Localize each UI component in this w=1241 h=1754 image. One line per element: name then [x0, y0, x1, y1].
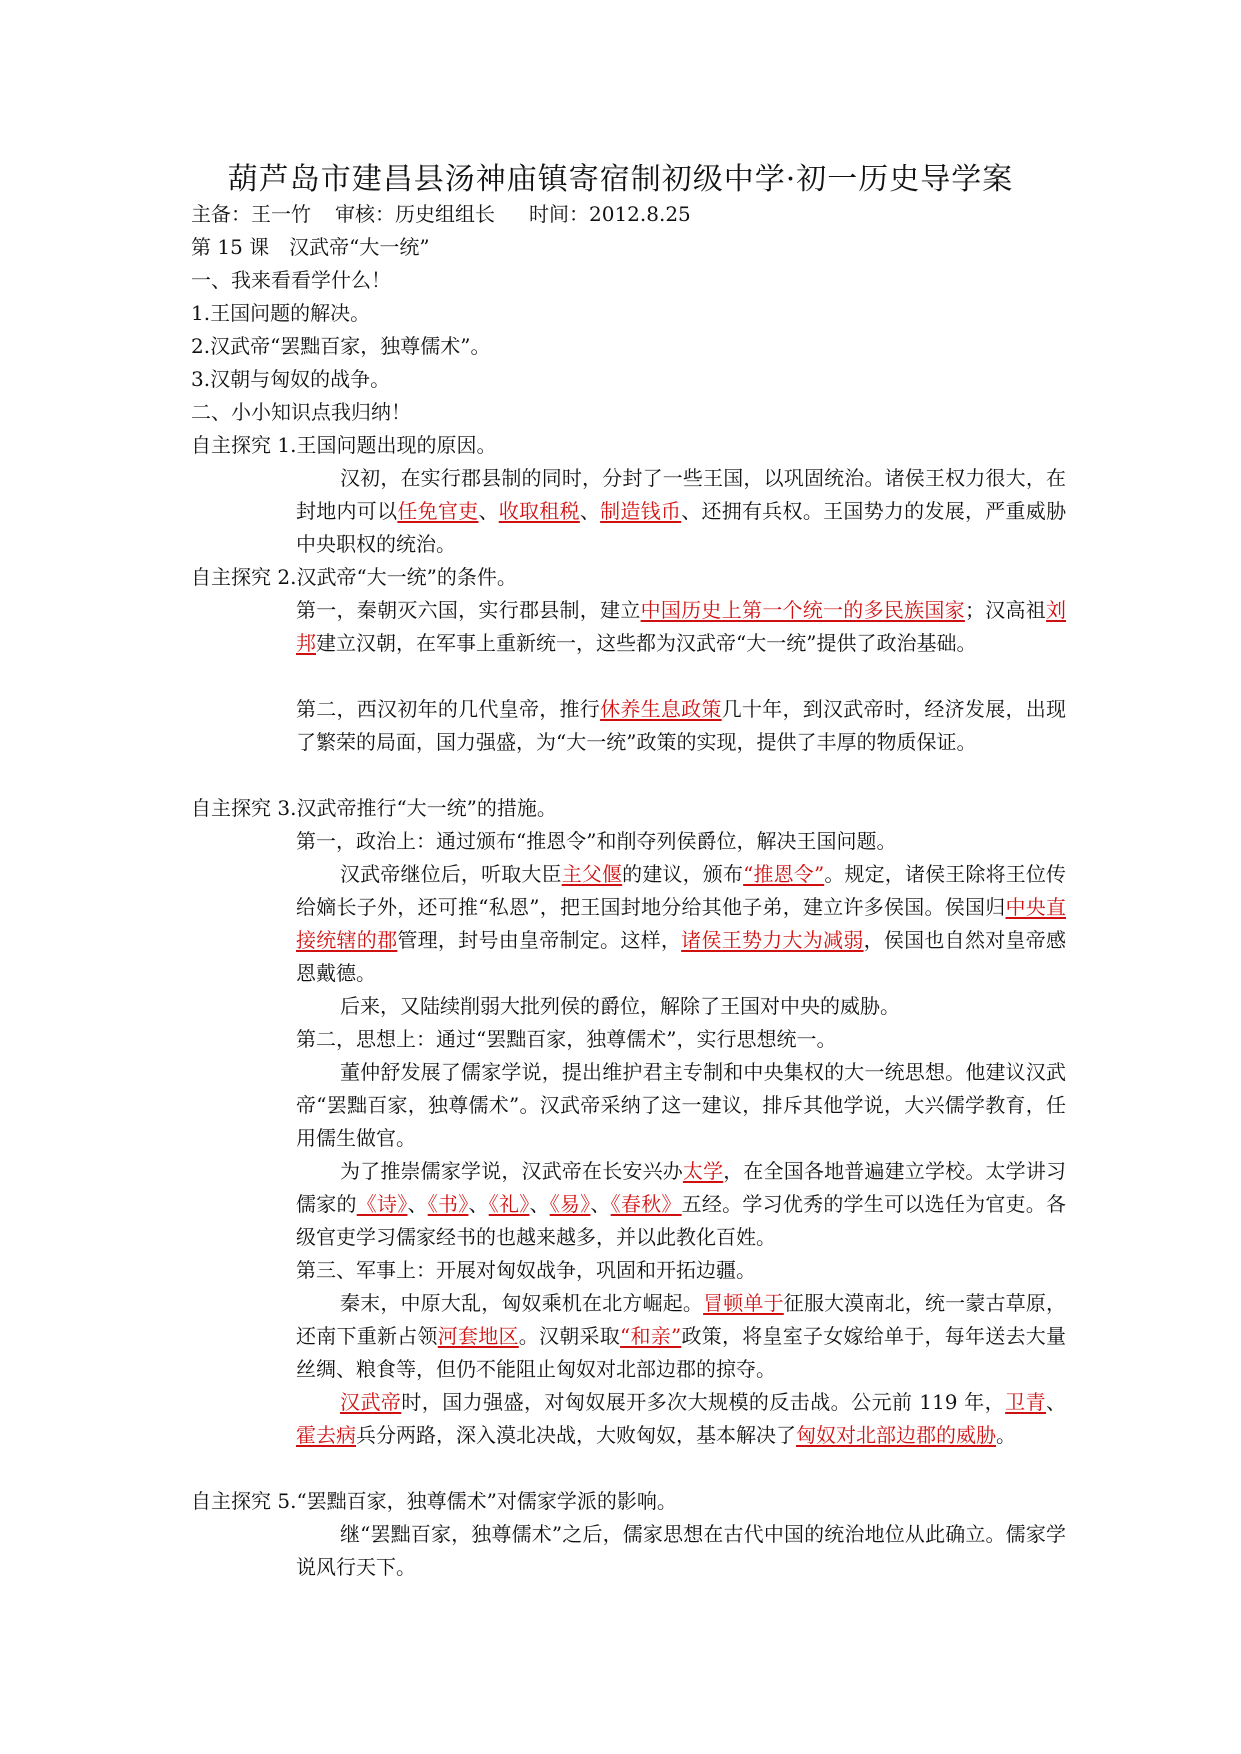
text-run: 管理，封号由皇帝制定。这样， — [397, 928, 682, 952]
text-run: 时，国力强盛，对匈奴展开多次大规模的反击战。公元前 119 年， — [401, 1390, 1006, 1414]
explore5-heading: 自主探究 5.“罢黜百家，独尊儒术”对儒家学派的影响。 — [191, 1489, 677, 1513]
text-run: 、 — [1046, 1390, 1067, 1414]
explore1-heading: 自主探究 1.王国问题出现的原因。 — [191, 433, 497, 457]
highlighted-term: 汉武帝 — [340, 1390, 402, 1414]
highlighted-term: “和亲” — [620, 1324, 682, 1348]
section1-item: 1.王国问题的解决。 — [191, 301, 371, 325]
explore2-paragraph-1 — [296, 594, 1066, 660]
highlighted-term: 《春秋》 — [610, 1192, 682, 1216]
text-run: ，侯国也自然对皇帝感恩戴德。 — [296, 928, 1067, 985]
highlighted-term: 河套地区 — [437, 1324, 519, 1348]
explore3-subheading-thought: 第二，思想上：通过“罢黜百家，独尊儒术”，实行思想统一。 — [296, 1027, 837, 1051]
meta-date: 时间：2012.8.25 — [529, 202, 691, 226]
highlighted-term: 《诗》 — [356, 1192, 408, 1216]
explore5-paragraph: 继“罢黜百家，独尊儒术”之后，儒家思想在古代中国的统治地位从此确立。儒家学说风行天下。 — [296, 1522, 1066, 1579]
highlighted-term: 诸侯王势力大为减弱 — [681, 928, 864, 952]
explore3-paragraph-3: 董仲舒发展了儒家学说，提出维护君主专制和中央集权的大一统思想。他建议汉武帝“罢黜百家，独尊儒术”。汉武帝采纳了这一建议，排斥其他学说，大兴儒学教育，任用儒生做官。 — [296, 1060, 1066, 1150]
text-run: ；汉高祖 — [964, 598, 1047, 622]
highlighted-term: 刘邦 — [296, 598, 1067, 655]
text-run: 、 — [579, 499, 601, 523]
explore3-paragraph-5 — [296, 1287, 1066, 1386]
text-run: 、 — [478, 499, 499, 523]
text-run: 、还拥有兵权。王国势力的发展，严重威胁中央职权的统治。 — [296, 499, 1067, 556]
text-run: 的建议，颁布 — [622, 862, 744, 886]
highlighted-term: 卫青 — [1005, 1390, 1047, 1414]
highlighted-term: 《书》 — [427, 1192, 469, 1216]
explore2-heading: 自主探究 2.汉武帝“大一统”的条件。 — [191, 565, 517, 589]
text-run: 、 — [407, 1192, 428, 1216]
explore3-subheading-politics: 第一，政治上：通过颁布“推恩令”和削夺列侯爵位，解决王国问题。 — [296, 829, 897, 853]
text-run: 、 — [529, 1192, 550, 1216]
explore3-paragraph-4 — [296, 1155, 1066, 1254]
highlighted-term: 中国历史上第一个统一的多民族国家 — [640, 598, 965, 622]
meta-reviewer: 审核：历史组组长 — [335, 202, 495, 226]
text-run: 秦末，中原大乱，匈奴乘机在北方崛起。 — [340, 1291, 704, 1315]
highlighted-term: 《易》 — [549, 1192, 591, 1216]
explore3-heading: 自主探究 3.汉武帝推行“大一统”的措施。 — [191, 796, 557, 820]
explore3-paragraph-6 — [296, 1386, 1066, 1452]
text-run: 第一，秦朝灭六国，实行郡县制，建立 — [296, 598, 641, 622]
page-title: 葫芦岛市建昌县汤神庙镇寄宿制初级中学·初一历史导学案 — [227, 162, 1014, 197]
highlighted-term: 休养生息政策 — [600, 697, 722, 721]
section1-item: 2.汉武帝“罢黜百家，独尊儒术”。 — [191, 334, 491, 358]
explore2-paragraph-2 — [296, 693, 1066, 759]
highlighted-term: 制造钱币 — [600, 499, 682, 523]
text-run: 、 — [590, 1192, 611, 1216]
highlighted-term: 霍去病 — [296, 1423, 356, 1447]
meta-author: 主备：王一竹 — [191, 202, 311, 226]
highlighted-term: 主父偃 — [561, 862, 623, 886]
text-run: ，在全国各地普遍建立学校。太学讲习儒家的 — [296, 1159, 1067, 1216]
text-run: 、 — [468, 1192, 489, 1216]
highlighted-term: 太学 — [682, 1159, 724, 1183]
highlighted-term: 中央直接统辖的郡 — [296, 895, 1067, 952]
text-run: 几十年，到汉武帝时，经济发展，出现了繁荣的局面，国力强盛，为“大一统”政策的实现，提供了丰厚的物质保证。 — [296, 697, 1067, 754]
section1-heading: 一、我来看看学什么！ — [191, 268, 391, 292]
explore3-subheading-military: 第三、军事上：开展对匈奴战争，巩固和开拓边疆。 — [296, 1258, 756, 1282]
text-run: 。规定，诸侯王除将王位传给嫡长子外，还可推“私恩”，把王国封地分给其他子弟，建立许多侯国。侯国归 — [296, 862, 1067, 919]
text-run: 。 — [996, 1423, 1016, 1447]
text-run: 政策，将皇室子女嫁给单于，每年送去大量丝绸、粮食等，但仍不能阻止匈奴对北部边郡的掠夺。 — [296, 1324, 1067, 1381]
section1-item: 3.汉朝与匈奴的战争。 — [191, 367, 391, 391]
text-run: 汉武帝继位后，听取大臣 — [340, 862, 562, 886]
text-run: 建立汉朝，在军事上重新统一，这些都为汉武帝“大一统”提供了政治基础。 — [316, 631, 977, 655]
text-run: 征服大漠南北，统一蒙古草原，还南下重新占领 — [296, 1291, 1067, 1348]
text-run: 。汉朝采取 — [518, 1324, 621, 1348]
highlighted-term: 冒顿单于 — [703, 1291, 784, 1315]
highlighted-term: 收取租税 — [498, 499, 580, 523]
text-run: 为了推崇儒家学说，汉武帝在长安兴办 — [340, 1159, 683, 1183]
text-run: 兵分两路，深入漠北决战，大败匈奴，基本解决了 — [356, 1423, 796, 1447]
highlighted-term: 《礼》 — [488, 1192, 530, 1216]
lesson-title: 第 15 课 汉武帝“大一统” — [191, 235, 430, 259]
explore3-paragraph-2: 后来，又陆续削弱大批列侯的爵位，解除了王国对中央的威胁。 — [340, 994, 900, 1018]
highlighted-term: 匈奴对北部边郡的威胁 — [796, 1423, 996, 1447]
highlighted-term: “推恩令” — [743, 862, 825, 886]
meta-line — [191, 198, 691, 231]
explore3-paragraph-1 — [296, 858, 1066, 990]
text-run: 汉初，在实行郡县制的同时，分封了一些王国，以巩固统治。诸侯王权力很大，在封地内可以 — [296, 466, 1066, 523]
section2-heading: 二、小小知识点我归纳！ — [191, 400, 411, 424]
text-run: 五经。学习优秀的学生可以选任为官吏。各级官吏学习儒家经书的也越来越多，并以此教化百姓。 — [296, 1192, 1067, 1249]
text-run: 第二，西汉初年的几代皇帝，推行 — [296, 697, 601, 721]
highlighted-term: 任免官吏 — [397, 499, 479, 523]
explore1-paragraph — [296, 462, 1066, 561]
